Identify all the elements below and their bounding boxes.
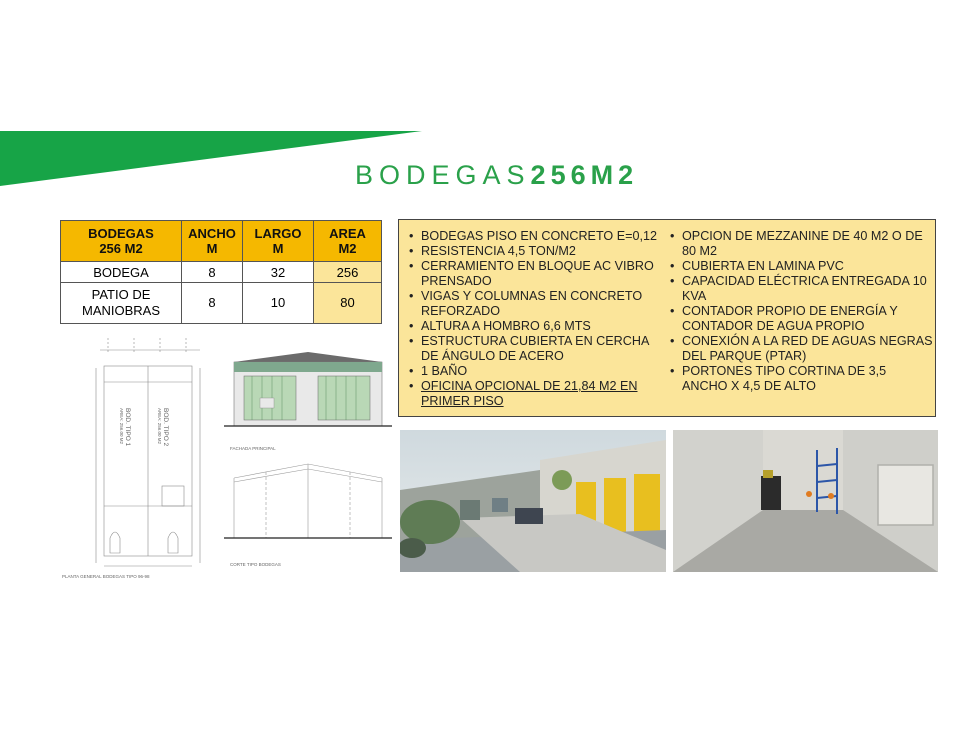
header-bodegas: BODEGAS 256 M2 xyxy=(61,221,182,262)
feature-item: • CERRAMIENTO EN BLOQUE AC VIBRO PRENSADO xyxy=(407,259,662,289)
row-area: 256 xyxy=(314,262,382,283)
interior-render-image xyxy=(673,430,938,572)
feature-item: • RESISTENCIA 4,5 TON/M2 xyxy=(407,244,662,259)
section-caption: CORTE TIPO BODEGAS xyxy=(230,562,281,567)
row-largo: 32 xyxy=(243,262,314,283)
feature-item: • CONEXIÓN A LA RED DE AGUAS NEGRAS DEL PARQUE (PTAR) xyxy=(668,334,934,364)
plan-caption: PLANTA GENERAL BODEGAS TIPO 96-98 xyxy=(62,574,150,579)
feature-item: • OFICINA OPCIONAL DE 21,84 M2 EN PRIMER PISO xyxy=(407,379,662,409)
feature-item: • CAPACIDAD ELÉCTRICA ENTREGADA 10 KVA xyxy=(668,274,934,304)
features-right-column xyxy=(668,229,934,394)
feature-item: • BODEGAS PISO EN CONCRETO E=0,12 xyxy=(407,229,662,244)
row-name: BODEGA xyxy=(61,262,182,283)
plan-unit2-label: BOD. TIPO 2 xyxy=(162,408,169,447)
page-title: BODEGAS256M2 xyxy=(355,160,639,190)
feature-item: • CUBIERTA EN LAMINA PVC xyxy=(668,259,934,274)
feature-item: • OPCION DE MEZZANINE DE 40 M2 O DE 80 M2 xyxy=(668,229,934,259)
row-ancho: 8 xyxy=(182,262,243,283)
header-area: AREA M2 xyxy=(314,221,382,262)
floor-plan-drawing xyxy=(60,338,210,583)
row-name: PATIO DE MANIOBRAS xyxy=(61,283,182,324)
dimensions-table xyxy=(60,220,382,324)
features-left-column xyxy=(407,229,662,409)
table-row xyxy=(61,283,382,324)
feature-item: • ESTRUCTURA CUBIERTA EN CERCHA DE ÁNGULO DE ACERO xyxy=(407,334,662,364)
header-ancho: ANCHO M xyxy=(182,221,243,262)
plan-unit1-area: AREA: 256.00 M2 xyxy=(119,408,124,445)
row-largo: 10 xyxy=(243,283,314,324)
feature-item: • VIGAS Y COLUMNAS EN CONCRETO REFORZADO xyxy=(407,289,662,319)
table-row xyxy=(61,262,382,283)
feature-item: • ALTURA A HOMBRO 6,6 MTS xyxy=(407,319,662,334)
feature-item: • 1 BAÑO xyxy=(407,364,662,379)
row-ancho: 8 xyxy=(182,283,243,324)
row-area: 80 xyxy=(314,283,382,324)
header-largo: LARGO M xyxy=(243,221,314,262)
feature-item: • PORTONES TIPO CORTINA DE 3,5 ANCHO X 4,5 DE ALTO xyxy=(668,364,934,394)
facade-section-drawing xyxy=(222,342,394,582)
feature-item: • CONTADOR PROPIO DE ENERGÍA Y CONTADOR DE AGUA PROPIO xyxy=(668,304,934,334)
features-box xyxy=(398,219,936,417)
facade-caption: FACHADA PRINCIPAL xyxy=(230,446,276,451)
plan-unit1-label: BOD. TIPO 1 xyxy=(124,408,131,447)
exterior-render-image xyxy=(400,430,666,572)
plan-unit2-area: AREA: 256.00 M2 xyxy=(157,408,162,445)
table-header-row xyxy=(61,221,382,262)
